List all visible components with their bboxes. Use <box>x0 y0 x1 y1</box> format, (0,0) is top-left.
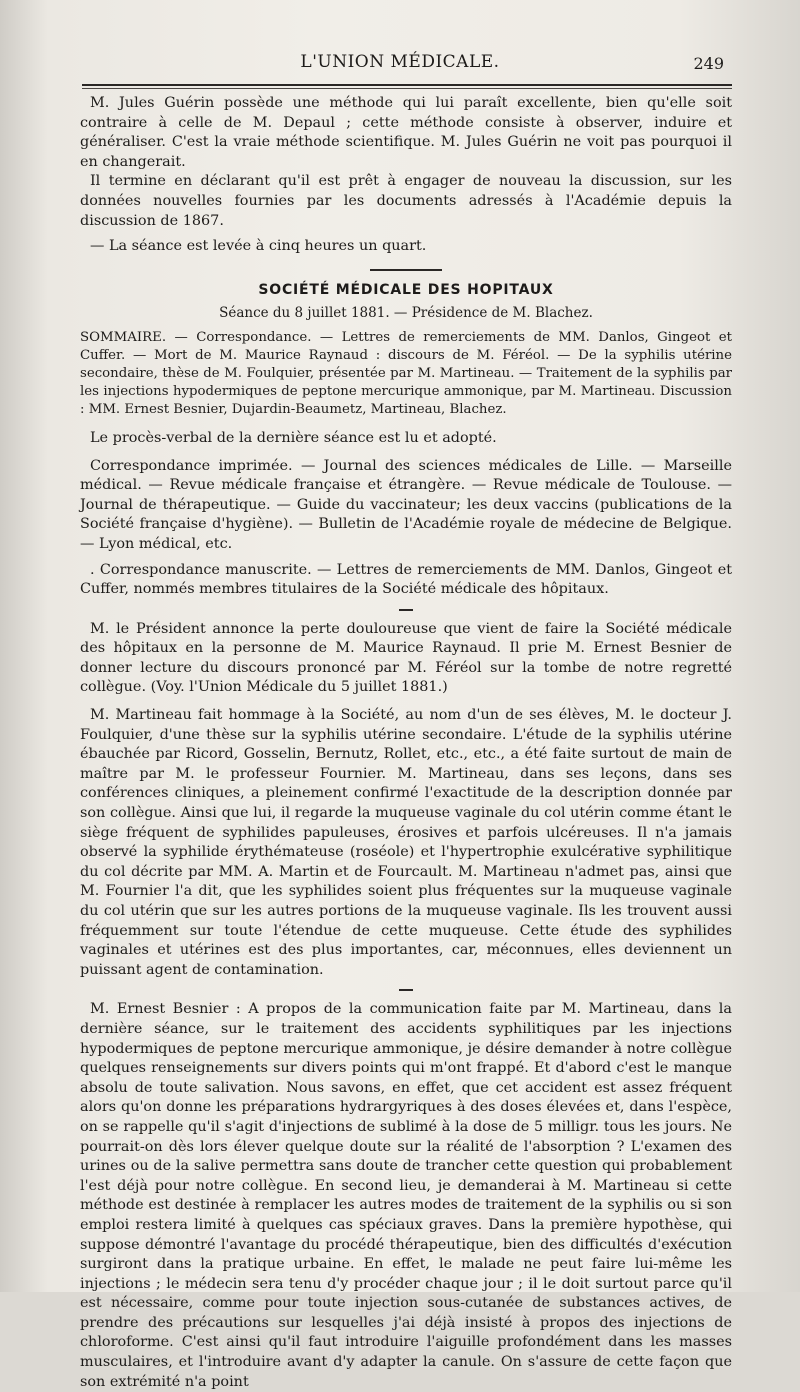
paragraph-correspondance-manuscrite: . Correspondance manuscrite. — Lettres de remerciements de MM. Danlos, Gingeot et Cuffer, nommés membres titulaires de la Société médicale des hôpitaux. <box>80 561 732 598</box>
section-title: SOCIÉTÉ MÉDICALE DES HOPITAUX <box>258 281 554 298</box>
paragraph-president: M. le Président annonce la perte douloureuse que vient de faire la Société médicale des hôpitaux en la personne de M. Maurice Raynaud. Il prie M. Ernest Besnier de donner lecture du discours prononcé par M. Féréol sur la tombe de notre regretté collègue. (Voy. l'Union Médicale du 5 juillet 1881.) <box>80 620 732 696</box>
divider <box>399 609 413 611</box>
paragraph-guerin-method: M. Jules Guérin possède une méthode qui lui paraît excellente, bien qu'elle soit contraire à celle de M. Depaul ; cette méthode consiste à observer, induire et généraliser. C'est la vraie méthode scientifique. M. Jules Guérin ne voit pas pourquoi il en changerait. <box>80 95 732 170</box>
paragraph-guerin-discussion: Il termine en déclarant qu'il est prêt à engager de nouveau la discussion, sur les données nouvelles fournies par les documents adressés à l'Académie depuis la discussion de 1867. <box>80 173 732 229</box>
paragraph-proces-verbal: Le procès-verbal de la dernière séance est lu et adopté. <box>90 429 497 446</box>
page-body <box>80 94 732 1392</box>
page-header <box>0 52 800 74</box>
paragraph-martineau: M. Martineau fait hommage à la Société, au nom d'un de ses élèves, M. le docteur J. Foulquier, d'une thèse sur la syphilis utérine secondaire. L'étude de la syphilis utérine ébauchée par Ricord, Gosselin, Bernutz, Rollet, etc., etc., a été faite surtout de main de maître par M. le professeur Fournier. M. Martineau, dans ses leçons, dans ses conférences cliniques, a pleinement confirmé l'exactitude de la description donnée par son collègue. Ainsi que lui, il regarde la muqueuse vaginale du col utérin comme étant le siège fréquent de syphilides papuleuses, érosives et parfois ulcéreuses. Il n'a jamais observé la syphilide érythémateuse (roséole) et l'hypertrophie exulcérative syphilitique du col décrite par MM. A. Martin et de Fourcault. M. Martineau n'admet pas, ainsi que M. Fournier l'a dit, que les syphilides soient plus fréquentes sur la muqueuse vaginale du col utérin que sur les autres portions de la muqueuse vaginale. Ils les trouvent aussi fréquemment sur toute l'étendue de cette muqueuse. Cette étude des syphilides vaginales et utérines est des plus importantes, car, méconnues, elles deviennent un puissant agent de contamination. <box>80 707 732 978</box>
running-title: L'UNION MÉDICALE. <box>300 52 500 72</box>
section-divider <box>370 269 442 271</box>
divider <box>399 989 413 991</box>
seance-line: Séance du 8 juillet 1881. — Présidence de M. Blachez. <box>219 305 593 322</box>
paragraph-seance-levee: — La séance est levée à cinq heures un quart. <box>90 238 427 255</box>
header-rule-thin <box>82 88 732 89</box>
paragraph-besnier: M. Ernest Besnier : A propos de la communication faite par M. Martineau, dans la dernière séance, sur le traitement des accidents syphilitiques par les injections hypodermiques de peptone mercurique ammonique, je désire demander à notre collègue quelques renseignements sur divers points qui m'ont frappé. Et d'abord c'est le manque absolu de toute salivation. Nous savons, en effet, que cet accident est assez fréquent alors qu'on donne les préparations hydrargyriques à des doses élevées et, dans l'espèce, on se rappelle qu'il s'agit d'injections de sublimé à la dose de 5 milligr. tous les jours. Ne pourrait-on dès lors élever quelque doute sur la réalité de l'absorption ? L'examen des urines ou de la salive permettra sans doute de trancher cette question qui probablement l'est déjà pour notre collègue. En second lieu, je demanderai à M. Martineau si cette méthode est destinée à remplacer les autres modes de traitement de la syphilis ou si son emploi restera limité à quelques cas spéciaux graves. Dans la première hypothèse, qui suppose démontré l'avantage du procédé thérapeutique, bien des difficultés d'exécution surgiront dans la pratique urbaine. En effet, le malade ne peut faire lui-même les injections ; le médecin sera tenu d'y procéder chaque jour ; il le doit surtout parce qu'il est nécessaire, comme pour toute injection sous-cutanée de substances actives, de prendre des précautions sur lesquelles j'ai déjà insisté à propos des injections de chloroforme. C'est ainsi qu'il faut introduire l'aiguille profondément dans les masses musculaires, et l'introduire avant d'y adapter la canule. On s'assure de cette façon que son extrémité n'a point <box>80 1001 732 1390</box>
sommaire: SOMMAIRE. — Correspondance. — Lettres de remerciements de MM. Danlos, Gingeot et Cuffer. — Mort de M. Maurice Raynaud : discours de M. Féréol. — De la syphilis utérine secondaire, thèse de M. Foulquier, présentée par M. Martineau. — Traitement de la syphilis par les injections hypodermiques de peptone mercurique ammonique, par M. Martineau. Discussion : MM. Ernest Besnier, Dujardin-Beaumetz, Martineau, Blachez. <box>80 329 732 417</box>
header-rule <box>82 84 732 86</box>
page-number: 249 <box>693 54 724 73</box>
paragraph-correspondance-imprimee: Correspondance imprimée. — Journal des sciences médicales de Lille. — Marseille médical. — Revue médicale française et étrangère. — Revue médicale de Toulouse. — Journal de thérapeutique. — Guide du vaccinateur; les deux vaccins (publications de la Société française d'hygiène). — Bulletin de l'Académie royale de médecine de Belgique. — Lyon médical, etc. <box>80 457 732 552</box>
